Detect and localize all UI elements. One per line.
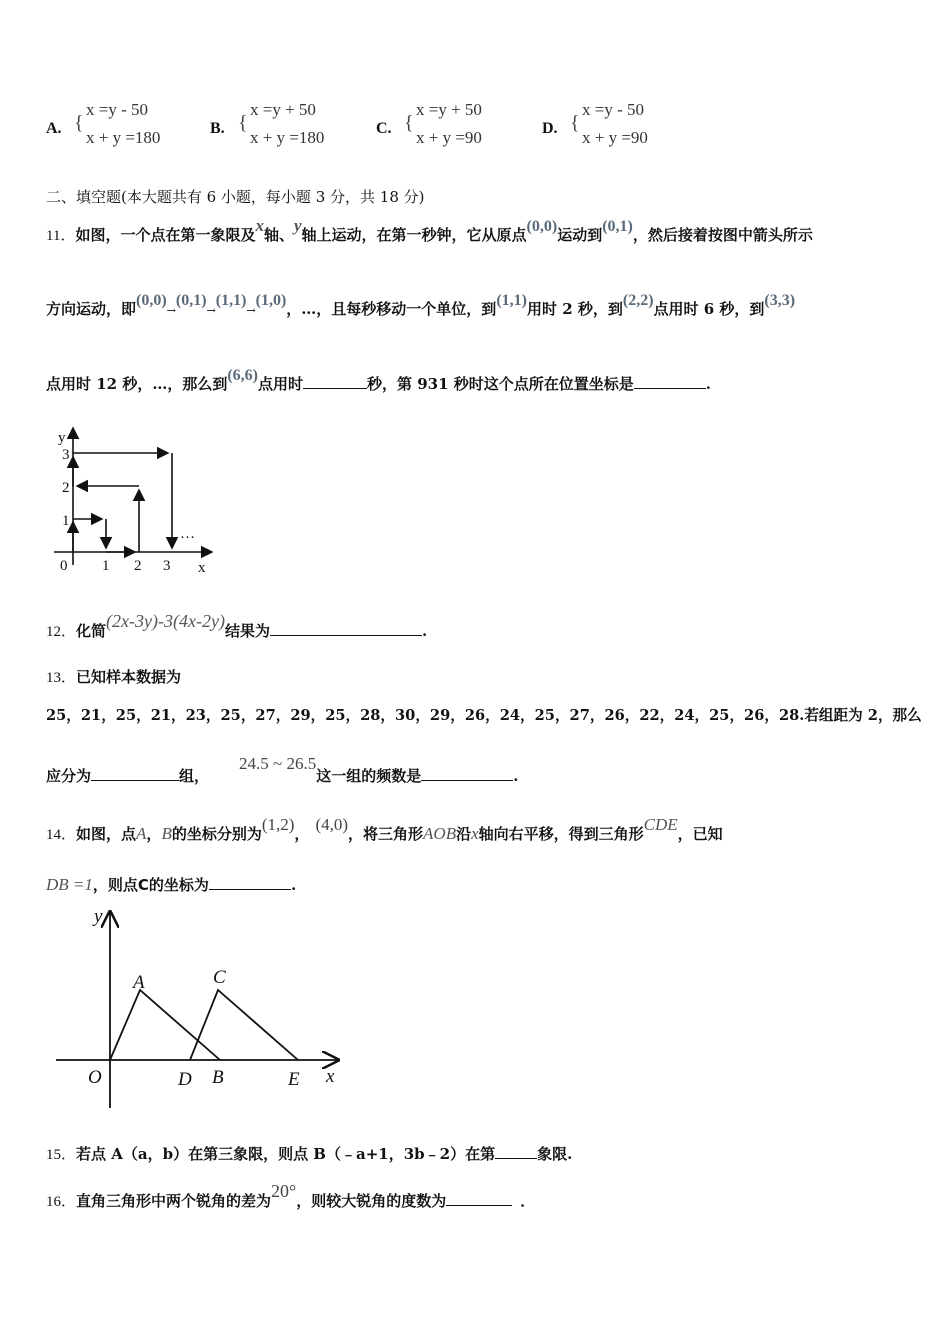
option-label: A. <box>46 120 62 137</box>
text: 运动到 <box>557 226 603 244</box>
text: 的坐标为 <box>148 876 209 894</box>
text: ，将三角形 <box>348 825 424 843</box>
q-number: 14． <box>46 827 77 843</box>
text: 直角三角形中两个锐角的差为 <box>76 1192 272 1210</box>
axis-label: y <box>94 906 103 927</box>
text: ，则较大锐角的度数为 <box>296 1192 447 1210</box>
text: ，已知 <box>677 825 723 843</box>
answer-blank[interactable] <box>270 621 422 636</box>
equation: x + y =90 <box>416 128 482 147</box>
q-number: 16． <box>46 1194 77 1210</box>
arrow: → <box>206 304 216 317</box>
option-label: D. <box>542 120 558 137</box>
answer-blank[interactable] <box>303 374 367 389</box>
answer-blank[interactable] <box>634 374 706 389</box>
text: 象限. <box>537 1145 573 1163</box>
math: (0,1) <box>602 218 633 235</box>
math: (1,0) <box>255 292 287 309</box>
equation: x + y =90 <box>582 128 648 147</box>
arrow: → <box>166 304 176 317</box>
math: B <box>161 824 172 843</box>
math: A <box>136 824 147 843</box>
q13-line1 <box>46 666 181 687</box>
text: 用时 2 秒，到 <box>526 300 623 318</box>
answer-blank[interactable] <box>209 875 291 890</box>
text: 应分为 <box>46 767 92 785</box>
text: 已知样本数据为 <box>76 668 182 686</box>
text: ，则点 <box>92 876 138 894</box>
text: 若点 A（a，b）在第三象限，则点 B（﹣a+1，3b﹣2）在第 <box>76 1145 496 1163</box>
option-label: C. <box>376 120 392 137</box>
option-label: B. <box>210 120 225 137</box>
point-label: B <box>212 1067 224 1088</box>
q16 <box>46 1181 536 1211</box>
text: 如图，一个点在第一象限及 <box>75 226 256 244</box>
axis-label: x <box>326 1066 335 1087</box>
math: (2,2) <box>622 292 654 309</box>
text: ，…，且每秒移动一个单位，到 <box>286 300 497 318</box>
q15 <box>46 1143 572 1164</box>
q-number: 13． <box>46 670 77 686</box>
math: (1,1) <box>496 292 527 309</box>
text: 沿 <box>456 825 472 843</box>
brace: { <box>238 112 248 134</box>
q11-figure <box>40 420 230 580</box>
answer-blank[interactable] <box>495 1144 537 1159</box>
q11-line2 <box>46 292 796 319</box>
tick-label: 3 <box>163 558 171 574</box>
math: y <box>293 216 302 235</box>
text: 这一组的频数是 <box>316 767 422 785</box>
math: (6,6) <box>227 367 258 384</box>
text: 轴上运动，在第一秒钟，它从原点 <box>301 226 527 244</box>
tick-label: 2 <box>134 558 142 574</box>
math: x <box>471 824 479 843</box>
point-label: C <box>213 967 226 988</box>
text: . <box>290 876 297 894</box>
ellipsis: … <box>180 526 195 542</box>
text: 秒，第 931 秒时这个点所在位置坐标是 <box>367 375 634 393</box>
tick-label: 0 <box>60 558 68 574</box>
point-label: E <box>288 1069 300 1090</box>
point-label: O <box>88 1067 102 1088</box>
q-number: 15． <box>46 1147 77 1163</box>
text: 轴向右平移，得到三角形 <box>478 825 644 843</box>
axis-label: x <box>198 560 206 576</box>
q-number: 11． <box>46 228 76 244</box>
math: AOB <box>423 824 457 843</box>
arrow: → <box>246 304 256 317</box>
text: 的坐标分别为 <box>171 825 262 843</box>
text: 化简 <box>76 622 107 640</box>
math: 24.5 ~ 26.5 <box>239 754 317 773</box>
math: CDE <box>643 815 678 834</box>
equation: x =y - 50 <box>582 100 644 119</box>
text: 组， <box>179 767 210 785</box>
math: (0,0) <box>136 292 167 309</box>
equation: x =y + 50 <box>250 100 316 119</box>
text: 结果为 <box>224 622 270 640</box>
answer-blank[interactable] <box>91 766 179 781</box>
q14-figure <box>50 900 350 1115</box>
section-heading: 二、填空题(本大题共有 6 小题，每小题 3 分，共 18 分) <box>46 188 425 206</box>
math: (4,0) <box>315 815 349 834</box>
math: (1,2) <box>261 815 295 834</box>
equation: x + y =180 <box>86 128 161 147</box>
q-number: 12． <box>46 624 77 640</box>
equation: x + y =180 <box>250 128 325 147</box>
text: 点用时 <box>257 375 303 393</box>
axis-label: y <box>58 430 66 446</box>
q13-data: 25，21，25，21，23，25，27，29，25，28，30，29，26，24，25，27，26，22，24，25，26，28.若组距为 2，那么 <box>46 707 922 724</box>
text: ， <box>294 825 310 843</box>
tick-label: 1 <box>62 513 70 529</box>
q12 <box>46 611 428 641</box>
text: 如图，点 <box>76 825 137 843</box>
q13-line3 <box>46 754 519 786</box>
math: (0,1) <box>175 292 207 309</box>
tick-label: 2 <box>62 480 70 496</box>
text: 点用时 6 秒，到 <box>653 300 765 318</box>
text: C <box>137 876 149 894</box>
triangle-cde <box>190 990 298 1060</box>
math: x <box>255 216 264 235</box>
text: . <box>513 767 519 785</box>
answer-blank[interactable] <box>421 766 513 781</box>
tick-label: 3 <box>62 447 70 463</box>
tick-label: 1 <box>102 558 110 574</box>
equation: x =y + 50 <box>416 100 482 119</box>
math: (1,1) <box>215 292 247 309</box>
q14-line1 <box>46 815 723 844</box>
text: . <box>421 622 428 640</box>
text: ，然后接着按图中箭头所示 <box>632 226 813 244</box>
text: 点用时 12 秒，…，那么到 <box>46 375 228 393</box>
text: 方向运动，即 <box>46 300 137 318</box>
text: ， <box>146 825 162 843</box>
math: 20° <box>271 1181 297 1201</box>
math: (0,0) <box>526 218 558 235</box>
point-label: A <box>133 972 145 993</box>
answer-blank[interactable] <box>446 1191 512 1206</box>
q14-line2 <box>46 874 296 895</box>
q11-line3 <box>46 367 711 394</box>
brace: { <box>570 112 580 134</box>
math: (3,3) <box>764 292 796 309</box>
math: DB =1 <box>46 875 93 894</box>
equation: x =y - 50 <box>86 100 148 119</box>
brace: { <box>404 112 414 134</box>
q11-line1 <box>46 216 813 245</box>
point-label: D <box>178 1069 192 1090</box>
text: . <box>705 375 711 393</box>
brace: { <box>74 112 84 134</box>
math: (2x-3y)-3(4x-2y) <box>106 611 225 631</box>
text: ． <box>520 1192 536 1210</box>
text: 轴、 <box>263 226 294 244</box>
